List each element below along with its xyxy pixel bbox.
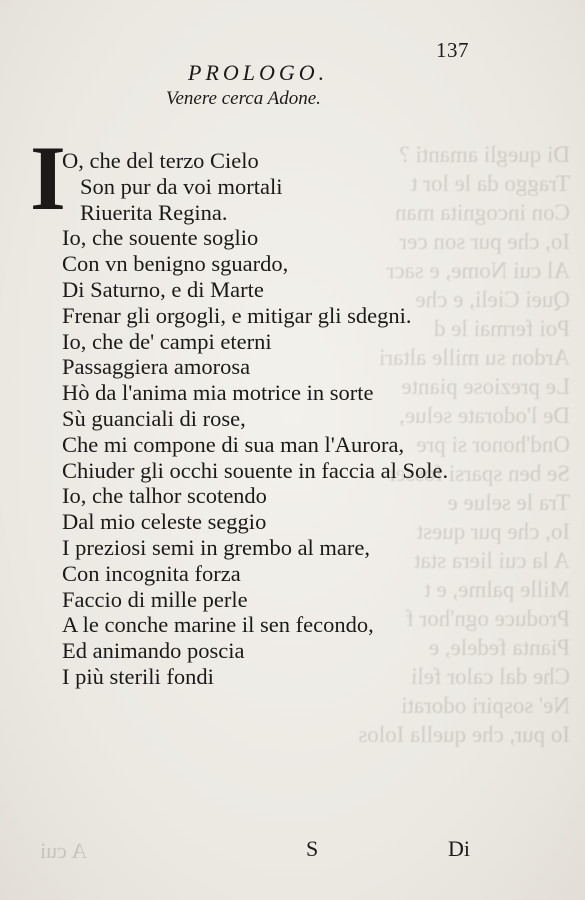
verse-line: Hò da l'anima mia motrice in sorte (62, 380, 374, 406)
verse-line: Con vn benigno sguardo, (62, 251, 289, 277)
verse-line: Faccio di mille perle (62, 586, 248, 612)
bleed-through-catchword: A cui (40, 838, 88, 863)
verse-line: I più sterili fondi (62, 663, 214, 689)
signature-mark: S (306, 836, 319, 861)
bleed-through-line: Ardon su mille altari (379, 345, 570, 370)
verse-line: Ed animando poscia (62, 638, 245, 664)
bleed-through-line: Tra le selue e (447, 490, 570, 515)
verse-line: Di Saturno, e di Marte (62, 276, 264, 302)
bleed-through-line: A la cui liera stat (414, 548, 570, 573)
bleed-through-line: Io pur, che quella Iolos (358, 722, 570, 747)
verse-line: Io, che de' campi eterni (62, 328, 272, 354)
bleed-through-line: Io, che pur quest (416, 519, 570, 544)
bleed-through-line: Ne' sospiri odorati (401, 693, 570, 718)
verse-line: Io, che talhor scotendo (62, 483, 267, 509)
verse-line: Sù guanciali di rose, (62, 405, 246, 431)
verse-line: Dal mio celeste seggio (62, 509, 267, 535)
bleed-through-line: Se ben sparsi fosser (387, 461, 570, 486)
bleed-through-line: Quei Cieli, e che (415, 287, 570, 312)
scene-subtitle: Venere cerca Adone. (166, 88, 321, 109)
bleed-through-line: Con incognita man (394, 200, 570, 225)
verse-line: Riuerita Regina. (80, 199, 228, 225)
bleed-through-line: De l'odorate selue, (399, 403, 570, 428)
verse-line: Chiuder gli occhi souente in faccia al Sole. (62, 457, 449, 483)
bleed-through-line: Poi fermai le d (433, 316, 570, 341)
verse-line: A le conche marine il sen fecondo, (62, 612, 374, 638)
bleed-through-line: Che dal calor feli (410, 664, 570, 689)
bleed-through-line: Al cui Nome, e sacr (386, 258, 570, 283)
verse-block (62, 148, 562, 690)
bleed-through-line: Traggo da le lor t (411, 171, 570, 196)
verse-line: Passaggiera amorosa (62, 354, 251, 380)
verse-line: Che mi compone di sua man l'Aurora, (62, 431, 405, 457)
bleed-through-line: Produce ogn'hor f (406, 606, 570, 631)
catchword: Di (448, 836, 470, 861)
bleed-through-line: Di quegli amanti ? (399, 142, 570, 167)
running-header: PROLOGO. (188, 60, 329, 85)
bleed-through-line: Mille palme, e t (424, 577, 570, 602)
bleed-through-line: Pianta fedele, e (428, 635, 570, 660)
drop-cap: I (30, 127, 66, 229)
bleed-through-line: Io, che pur son cer (399, 229, 570, 254)
bleed-through-line: Ond'honor si pre (416, 432, 570, 457)
verse-line: O, che del terzo Cielo (62, 148, 259, 173)
verse-line: I preziosi semi in grembo al mare, (62, 534, 371, 560)
verse-line: Son pur da voi mortali (80, 173, 283, 199)
verse-line: Frenar gli orgogli, e mitigar gli sdegni. (62, 302, 412, 328)
verse-line: Io, che souente soglio (62, 225, 259, 251)
page-number: 137 (436, 38, 469, 62)
bleed-through-line: Le preziose piante (401, 374, 570, 399)
verse-line: Con incognita forza (62, 560, 241, 586)
